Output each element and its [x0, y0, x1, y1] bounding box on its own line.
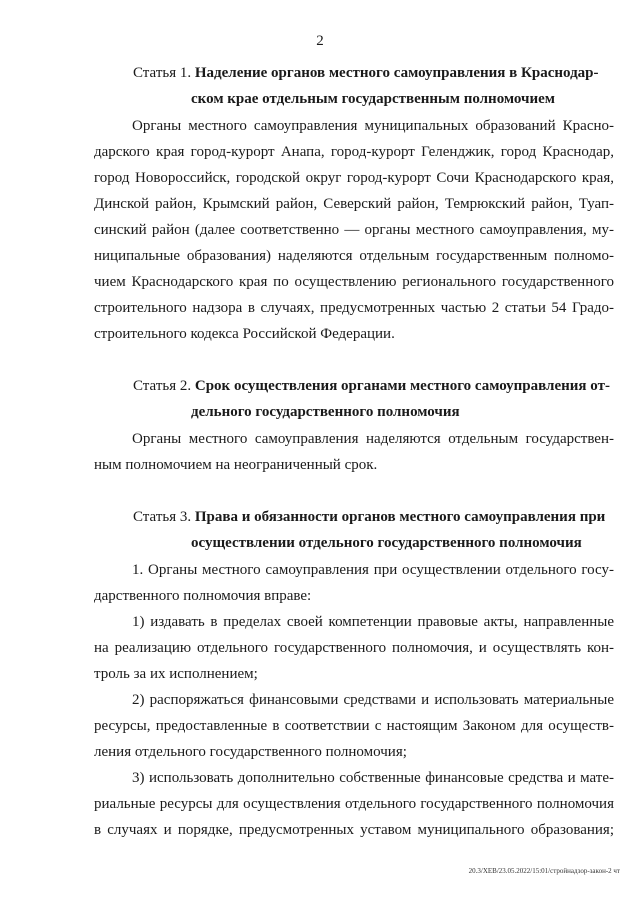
article-3-title-part-1: Права и обязанности органов местного самоуправления при	[194, 509, 606, 525]
article-2-title-part-1: Срок осуществления органами местного самоуправления от-	[194, 378, 610, 394]
article-2-body-line: ным полномочием на неограниченный срок.	[94, 457, 378, 473]
article-1-heading-line-1	[133, 64, 599, 82]
article-1-body-line: чием Краснодарского края по осуществлению регионального государственного	[94, 274, 614, 290]
article-3-body-line: в случаях и порядке, предусмотренных уставом муниципального образования;	[94, 822, 614, 838]
article-1-body-line: строительного надзора в случаях, предусмотренных частью 2 статьи 54 Градо-	[94, 300, 614, 316]
article-1-prefix: Статья 1.	[133, 65, 192, 81]
article-1-body-line: ниципальные образования) наделяются отдельным государственным полномо-	[94, 248, 614, 264]
document-footer: 20.3/ХЕВ/23.05.2022/15:01/стройнадзор-закон-2 чт	[468, 867, 620, 875]
article-1-body-line: дарского края город-курорт Анапа, город-курорт Геленджик, город Краснодар,	[94, 144, 614, 160]
article-2-body-line: Органы местного самоуправления наделяются отдельным государствен-	[132, 431, 614, 447]
article-3-prefix: Статья 3.	[133, 509, 192, 525]
article-3-body-line: ления отдельного государственного полномочия;	[94, 744, 407, 760]
article-3-body-line: ресурсы, предоставленные в соответствии с настоящим Законом для осуществ-	[94, 718, 614, 734]
article-3-body-line: риальные ресурсы для осуществления отдельного государственного полномочия	[94, 796, 614, 812]
article-2-prefix: Статья 2.	[133, 378, 192, 394]
article-3-body-line: дарственного полномочия вправе:	[94, 588, 312, 604]
article-3-body-line: 3) использовать дополнительно собственные финансовые средства и мате-	[132, 770, 614, 786]
article-2-title-line-2: дельного государственного полномочия	[191, 404, 460, 420]
article-3-body-line: 2) распоряжаться финансовыми средствами и использовать материальные	[132, 692, 614, 708]
article-3-body-line: 1. Органы местного самоуправления при осуществлении отдельного госу-	[132, 562, 614, 578]
page-number: 2	[316, 33, 324, 49]
article-1-body-line: синский район (далее соответственно — органы местного самоуправления, му-	[94, 222, 614, 238]
article-3-heading-line-1	[133, 508, 605, 526]
article-2-heading-line-1	[133, 377, 610, 395]
article-1-body-line: Динской район, Крымский район, Северский район, Темрюкский район, Туап-	[94, 196, 614, 212]
article-3-body-line: троль за их исполнением;	[94, 666, 258, 682]
article-3-body-line: на реализацию отдельного государственного полномочия, и осуществлять кон-	[94, 640, 614, 656]
article-1-body-line: Органы местного самоуправления муниципальных образований Красно-	[132, 118, 614, 134]
article-3-title-line-2: осуществлении отдельного государственного полномочия	[191, 535, 582, 551]
article-1-title-line-2: ском крае отдельным государственным полномочием	[191, 91, 556, 107]
article-1-title-part-1: Наделение органов местного самоуправления в Краснодар-	[194, 65, 599, 81]
article-1-body-line: город Новороссийск, городской округ город-курорт Сочи Краснодарского края,	[94, 170, 614, 186]
article-1-body-line: строительного кодекса Российской Федерации.	[94, 326, 395, 342]
article-3-body-line: 1) издавать в пределах своей компетенции правовые акты, направленные	[132, 614, 614, 630]
